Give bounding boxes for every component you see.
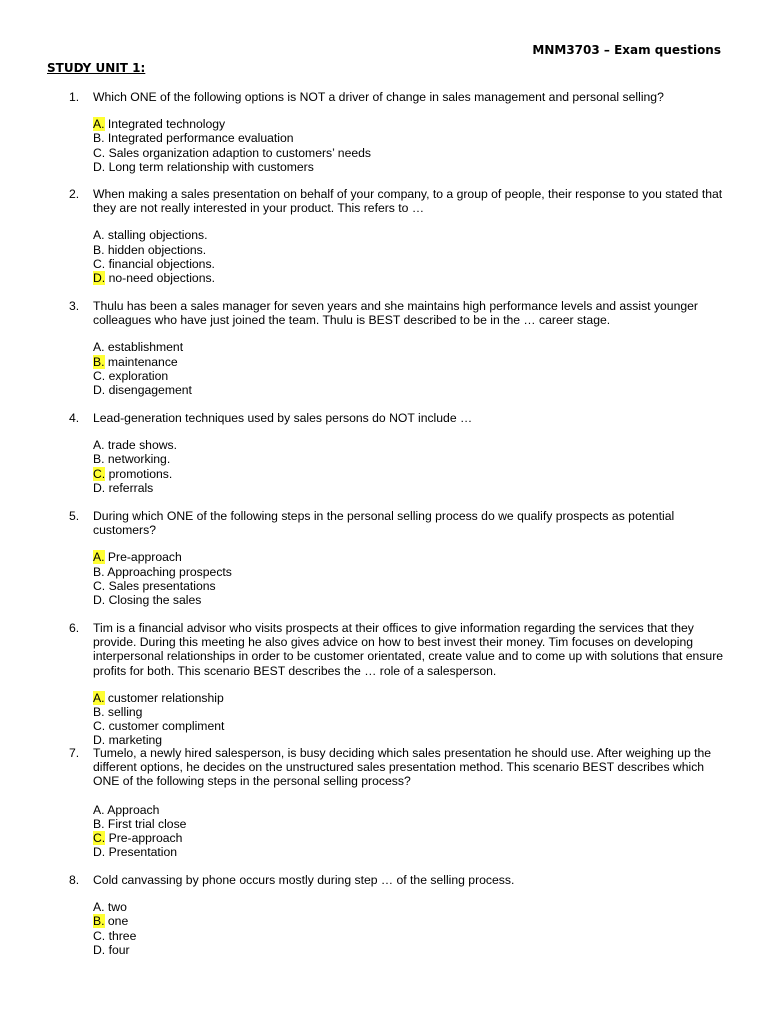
option-letter: B. [93, 705, 105, 720]
answer-option [93, 438, 729, 452]
option-text: Approach [104, 802, 160, 817]
answer-option [93, 271, 729, 285]
answer-option [93, 146, 729, 160]
option-letter: A. [93, 900, 105, 915]
option-letter: D. [93, 480, 106, 495]
question-3 [69, 299, 729, 397]
question-5 [69, 509, 729, 607]
option-list [93, 117, 729, 174]
answer-option [93, 845, 729, 859]
answer-option [93, 593, 729, 607]
option-text: Sales presentations [105, 578, 216, 593]
question-number: 7. [69, 746, 80, 760]
answer-option [93, 943, 729, 957]
option-text: networking. [104, 452, 171, 467]
option-text: trade shows. [104, 438, 177, 453]
option-list [93, 803, 729, 860]
option-letter: B. [93, 564, 105, 579]
option-letter: A. [93, 340, 105, 355]
answer-option [93, 705, 729, 719]
option-text: stalling objections. [104, 228, 208, 243]
option-letter: A. [93, 802, 105, 817]
answer-option [93, 914, 729, 928]
option-text: maintenance [104, 354, 178, 369]
question-number: 4. [69, 411, 80, 425]
option-list [93, 340, 729, 397]
option-letter-highlighted: D. [93, 271, 106, 286]
option-list [93, 438, 729, 495]
option-text: Approaching prospects [104, 564, 232, 579]
option-text: one [104, 914, 129, 929]
option-list [93, 228, 729, 285]
option-letter: D. [93, 733, 106, 748]
option-text: Pre-approach [104, 550, 182, 565]
answer-option [93, 228, 729, 242]
question-text: Lead-generation techniques used by sales persons do NOT include … [93, 411, 473, 425]
option-letter: D. [93, 845, 106, 860]
answer-option [93, 131, 729, 145]
option-text: referrals [105, 480, 154, 495]
answer-option [93, 900, 729, 914]
answer-option [93, 817, 729, 831]
option-letter: B. [93, 452, 105, 467]
option-text: four [105, 942, 130, 957]
answer-option [93, 550, 729, 564]
option-text: Closing the sales [105, 593, 202, 608]
question-number: 6. [69, 621, 80, 635]
option-text: hidden objections. [104, 242, 207, 257]
question-number: 2. [69, 187, 80, 201]
answer-option [93, 481, 729, 495]
option-letter: A. [93, 228, 105, 243]
answer-option [93, 383, 729, 397]
answer-option [93, 719, 729, 733]
question-text: Tumelo, a newly hired salesperson, is busy deciding which sales presentation he should use. After weighing up the different options, he decides on the unstructured sales presentation method. This scenario BEST describes which ONE of the following steps in the personal selling process? [93, 746, 712, 789]
answer-option [93, 831, 729, 845]
option-letter: B. [93, 242, 105, 257]
option-letter-highlighted: B. [93, 914, 105, 929]
question-2 [69, 187, 729, 285]
option-letter-highlighted: A. [93, 117, 105, 132]
option-text: Pre-approach [105, 831, 183, 846]
option-text: marketing [105, 733, 163, 748]
question-text: Tim is a financial advisor who visits prospects at their offices to give information regarding the services that they provide. During this meeting he also gives advice on how to best invest their money. Tim focuses on developing interpersonal relationships in order to be customer orientated, create value and to come up with solutions that ensure profits for both. This scenario BEST describes the … role of a salesperson. [93, 621, 724, 678]
option-text: establishment [104, 340, 184, 355]
question-number: 5. [69, 509, 80, 523]
option-letter: D. [93, 942, 106, 957]
question-text: When making a sales presentation on behalf of your company, to a group of people, their response to you stated that they are not really interested in your product. This refers to … [93, 187, 723, 216]
answer-option [93, 340, 729, 354]
page-header: MNM3703 – Exam questions [532, 43, 721, 57]
answer-option [93, 369, 729, 383]
option-letter: C. [93, 578, 106, 593]
option-list [93, 900, 729, 957]
answer-option [93, 160, 729, 174]
option-text: financial objections. [105, 256, 215, 271]
option-letter: B. [93, 131, 105, 146]
option-text: promotions. [105, 466, 173, 481]
option-letter: C. [93, 928, 106, 943]
answer-option [93, 355, 729, 369]
question-number: 3. [69, 299, 80, 313]
answer-option [93, 243, 729, 257]
option-letter: D. [93, 159, 106, 174]
option-letter: C. [93, 368, 106, 383]
answer-option [93, 691, 729, 705]
option-letter: D. [93, 593, 106, 608]
question-4 [69, 411, 729, 495]
question-number: 8. [69, 873, 80, 887]
question-7 [69, 746, 729, 859]
answer-option [93, 803, 729, 817]
option-letter: B. [93, 816, 105, 831]
option-letter-highlighted: C. [93, 466, 106, 481]
option-letter: C. [93, 719, 106, 734]
option-text: exploration [105, 368, 169, 383]
option-text: Long term relationship with customers [105, 159, 314, 174]
option-text: Integrated technology [104, 117, 226, 132]
option-letter: D. [93, 383, 106, 398]
option-text: customer relationship [104, 690, 224, 705]
question-number: 1. [69, 90, 80, 104]
answer-option [93, 467, 729, 481]
option-text: First trial close [104, 816, 187, 831]
option-letter-highlighted: A. [93, 550, 105, 565]
option-letter-highlighted: C. [93, 831, 106, 846]
answer-option [93, 929, 729, 943]
option-text: disengagement [105, 383, 192, 398]
option-letter: A. [93, 438, 105, 453]
option-text: no-need objections. [105, 271, 215, 286]
option-text: Integrated performance evaluation [104, 131, 294, 146]
option-text: three [105, 928, 137, 943]
answer-option [93, 257, 729, 271]
option-list [93, 550, 729, 607]
option-letter: C. [93, 256, 106, 271]
option-letter-highlighted: A. [93, 690, 105, 705]
unit-title: STUDY UNIT 1: [47, 61, 146, 75]
option-text: selling [104, 705, 143, 720]
question-6 [69, 621, 729, 748]
answer-option [93, 117, 729, 131]
option-letter-highlighted: B. [93, 354, 105, 369]
option-letter: C. [93, 145, 106, 160]
option-text: Sales organization adaption to customers’ needs [105, 145, 371, 160]
question-1 [69, 90, 729, 174]
question-text: During which ONE of the following steps in the personal selling process do we qualify prospects as potential customers? [93, 509, 675, 538]
answer-option [93, 565, 729, 579]
question-text: Cold canvassing by phone occurs mostly during step … of the selling process. [93, 873, 515, 887]
answer-option [93, 452, 729, 466]
answer-option [93, 579, 729, 593]
option-text: Presentation [105, 845, 178, 860]
question-text: Which ONE of the following options is NOT a driver of change in sales management and personal selling? [93, 90, 664, 104]
option-list [93, 691, 729, 748]
option-text: two [104, 900, 127, 915]
option-text: customer compliment [105, 719, 225, 734]
question-text: Thulu has been a sales manager for seven years and she maintains high performance levels and assist younger colleagues who have just joined the team. Thulu is BEST described to be in the … career stage. [93, 299, 698, 328]
question-8 [69, 873, 729, 957]
